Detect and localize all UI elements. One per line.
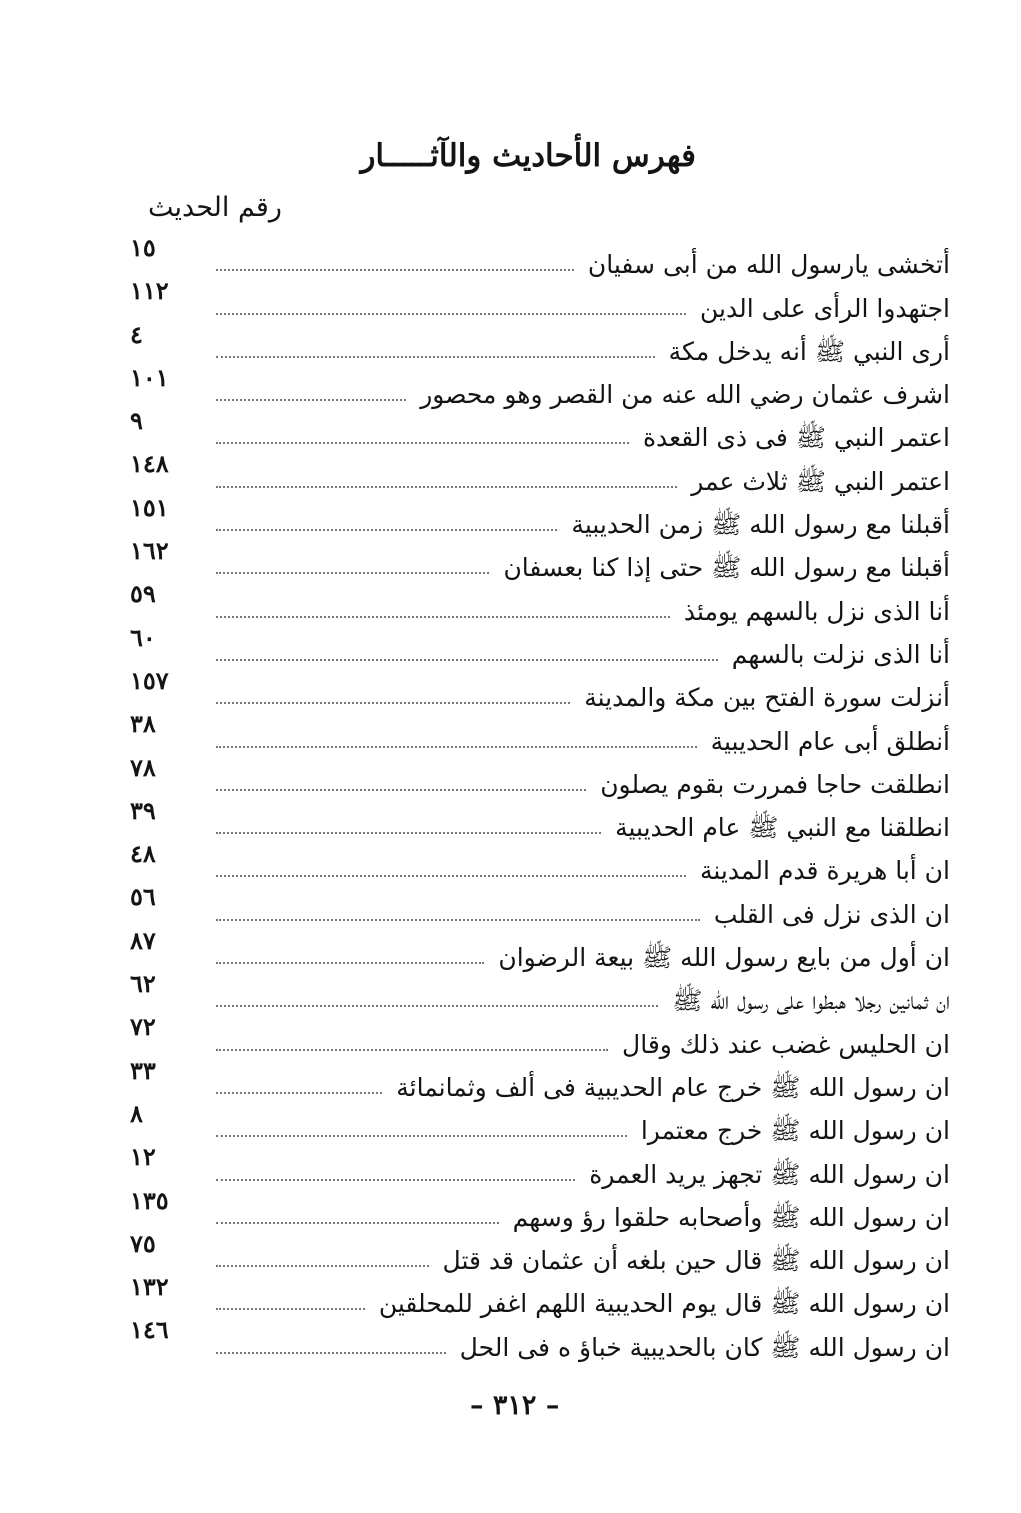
entry-text: ان رسول الله ﷺ تجهز يريد العمرة [589, 1159, 950, 1189]
entry-text: ان ثمانين رجلا هبطوا على رسول الله ﷺ [672, 986, 950, 1016]
leader-dots [216, 1265, 429, 1267]
entry-number-cell [120, 622, 198, 669]
leader-dots [216, 1222, 499, 1224]
index-entry [120, 1012, 950, 1059]
entry-text: ان رسول الله ﷺ قال حين بلغه أن عثمان قد قتل [442, 1246, 950, 1276]
leader-dots [216, 313, 686, 315]
entry-number: ١٠١ [130, 362, 169, 392]
entry-number-cell [120, 406, 198, 452]
leader-dots [216, 529, 557, 531]
entry-number: ١٥ [130, 233, 156, 262]
entry-number-cell [120, 1098, 198, 1145]
index-entry [120, 795, 950, 843]
entry-number-cell [120, 665, 198, 712]
index-entry [120, 709, 950, 756]
entry-number-cell [120, 449, 198, 495]
index-entry [120, 752, 950, 799]
entry-text: اعتمر النبي ﷺ فى ذى القعدة [642, 423, 950, 453]
entry-number-cell [120, 1315, 198, 1361]
index-entry [120, 1272, 950, 1319]
entry-number: ١٤٨ [130, 449, 169, 479]
leader-dots [216, 486, 677, 488]
entry-number-cell [120, 839, 198, 885]
leader-dots [216, 1352, 446, 1354]
entry-text: ان أول من بايع رسول الله ﷺ بيعة الرضوان [498, 943, 950, 973]
entry-number-cell [120, 536, 198, 582]
leader-dots [216, 442, 629, 444]
leader-dots [216, 659, 718, 661]
entry-text: أنا الذى نزل بالسهم يومئذ [683, 596, 950, 626]
entry-text: ان أبا هريرة قدم المدينة [699, 856, 950, 886]
entry-text: ان رسول الله ﷺ وأصحابه حلقوا رؤ وسهم [512, 1202, 950, 1232]
leader-dots [216, 616, 670, 618]
entry-text: أنزلت سورة الفتح بين مكة والمدينة [584, 683, 950, 713]
entry-text: أقبلنا مع رسول الله ﷺ حتى إذا كنا بعسفان [503, 553, 950, 583]
entry-number-cell [120, 1228, 198, 1275]
index-entry [120, 449, 950, 496]
entry-number-cell [120, 1012, 198, 1058]
index-entry [120, 1228, 950, 1276]
index-entry [120, 319, 950, 366]
leader-dots [216, 1179, 575, 1181]
entry-number: ٤٨ [130, 839, 156, 869]
entry-number: ١٥١ [130, 492, 169, 522]
entry-number: ٧٨ [130, 752, 156, 782]
entry-number-cell [120, 1272, 198, 1318]
index-entry [120, 1055, 950, 1102]
entry-number: ٧٢ [130, 1012, 156, 1042]
entry-number-cell [120, 319, 198, 366]
leader-dots [216, 356, 655, 358]
entry-text: أنطلق أبى عام الحديبية [710, 726, 950, 756]
entry-number: ٧٥ [130, 1228, 156, 1258]
entry-number-cell [120, 362, 198, 409]
entry-number-cell [120, 1185, 198, 1232]
entry-text: أتخشى يارسول الله من أبى سفيان [587, 250, 950, 280]
index-entry [120, 406, 950, 453]
leader-dots [216, 1092, 382, 1094]
leader-dots [216, 1005, 658, 1007]
entry-text: ان رسول الله ﷺ خرج عام الحديبية فى ألف وثمانمائة [396, 1072, 950, 1102]
leader-dots [216, 1049, 608, 1051]
entry-number: ١٦٢ [130, 536, 169, 566]
entry-number-cell [120, 276, 198, 322]
entry-number-cell [120, 752, 198, 799]
entry-number: ١٣٢ [130, 1272, 169, 1302]
entry-text: انطلقنا مع النبي ﷺ عام الحديبية [615, 813, 950, 843]
entry-number: ٤ [130, 319, 143, 349]
index-entry [120, 536, 950, 583]
entry-number: ١٤٦ [130, 1315, 169, 1345]
leader-dots [216, 875, 686, 877]
leader-dots [216, 269, 574, 271]
index-entry [120, 839, 950, 886]
entry-text: انطلقت حاجا فمررت بقوم يصلون [600, 769, 950, 799]
entry-number: ٨٧ [130, 925, 156, 955]
index-entry [120, 969, 950, 1016]
entry-text: أرى النبي ﷺ أنه يدخل مكة [668, 336, 950, 366]
leader-dots [216, 399, 406, 401]
entry-number: ٥٩ [130, 579, 156, 609]
entry-text: ان رسول الله ﷺ كان بالحديبية خباؤ ه فى الحل [459, 1332, 950, 1362]
index-entry [120, 1142, 950, 1189]
entry-number-cell [120, 795, 198, 842]
index-entry [120, 492, 950, 540]
leader-dots [216, 702, 570, 704]
entry-text: اجتهدوا الرأى على الدين [699, 293, 950, 323]
entry-number: ١٣٥ [130, 1185, 169, 1215]
entry-number: ٩ [130, 406, 143, 436]
entry-number: ١٥٧ [130, 665, 169, 695]
entry-number-cell [120, 579, 198, 625]
entry-text: ان رسول الله ﷺ قال يوم الحديبية اللهم اغفر للمحلقين [378, 1289, 950, 1319]
entry-number: ٣٩ [130, 795, 156, 825]
entry-number-cell [120, 233, 198, 279]
index-entry [120, 925, 950, 973]
entry-number: ١٢ [130, 1142, 156, 1172]
index-entry [120, 579, 950, 626]
entry-text: أنا الذى نزلت بالسهم [731, 639, 950, 669]
leader-dots [216, 919, 700, 921]
page-number: – ٣١٢ – [470, 1390, 560, 1421]
leader-dots [216, 832, 601, 834]
entry-number: ٣٨ [130, 709, 156, 739]
entry-text: اشرف عثمان رضي الله عنه من القصر وهو محصور [420, 380, 950, 410]
entry-number-cell [120, 882, 198, 928]
column-header-hadith-number: رقم الحديث [148, 192, 282, 223]
index-entry [120, 1315, 950, 1362]
entry-text: ان الحليس غضب عند ذلك وقال [622, 1029, 950, 1059]
entry-text: ان الذى نزل فى القلب [713, 899, 950, 929]
page-title: فهرس الأحاديث والآثـــــار [360, 138, 696, 174]
entry-text: أقبلنا مع رسول الله ﷺ زمن الحديبية [571, 510, 950, 540]
index-entry [120, 1185, 950, 1232]
index-entry [120, 1098, 950, 1146]
entry-number: ٦٢ [130, 969, 156, 999]
leader-dots [216, 1308, 365, 1310]
leader-dots [216, 1135, 627, 1137]
hadith-index-list [120, 233, 950, 1362]
index-entry [120, 665, 950, 713]
entry-number: ٣٣ [130, 1055, 156, 1085]
index-entry [120, 233, 950, 280]
entry-text: اعتمر النبي ﷺ ثلاث عمر [691, 466, 950, 496]
entry-number-cell [120, 492, 198, 539]
leader-dots [216, 962, 484, 964]
leader-dots [216, 789, 586, 791]
entry-number-cell [120, 709, 198, 755]
index-entry [120, 622, 950, 669]
entry-number-cell [120, 925, 198, 972]
index-entry [120, 276, 950, 323]
entry-number-cell [120, 1055, 198, 1102]
index-entry [120, 362, 950, 410]
entry-number: ٨ [130, 1098, 143, 1128]
entry-number: ٥٦ [130, 882, 156, 912]
index-entry [120, 882, 950, 929]
leader-dots [216, 572, 489, 574]
entry-text: ان رسول الله ﷺ خرج معتمرا [640, 1116, 950, 1146]
entry-number: ٦٠ [130, 622, 156, 652]
entry-number-cell [120, 969, 198, 1015]
entry-number: ١١٢ [130, 276, 169, 306]
entry-number-cell [120, 1142, 198, 1188]
leader-dots [216, 746, 697, 748]
